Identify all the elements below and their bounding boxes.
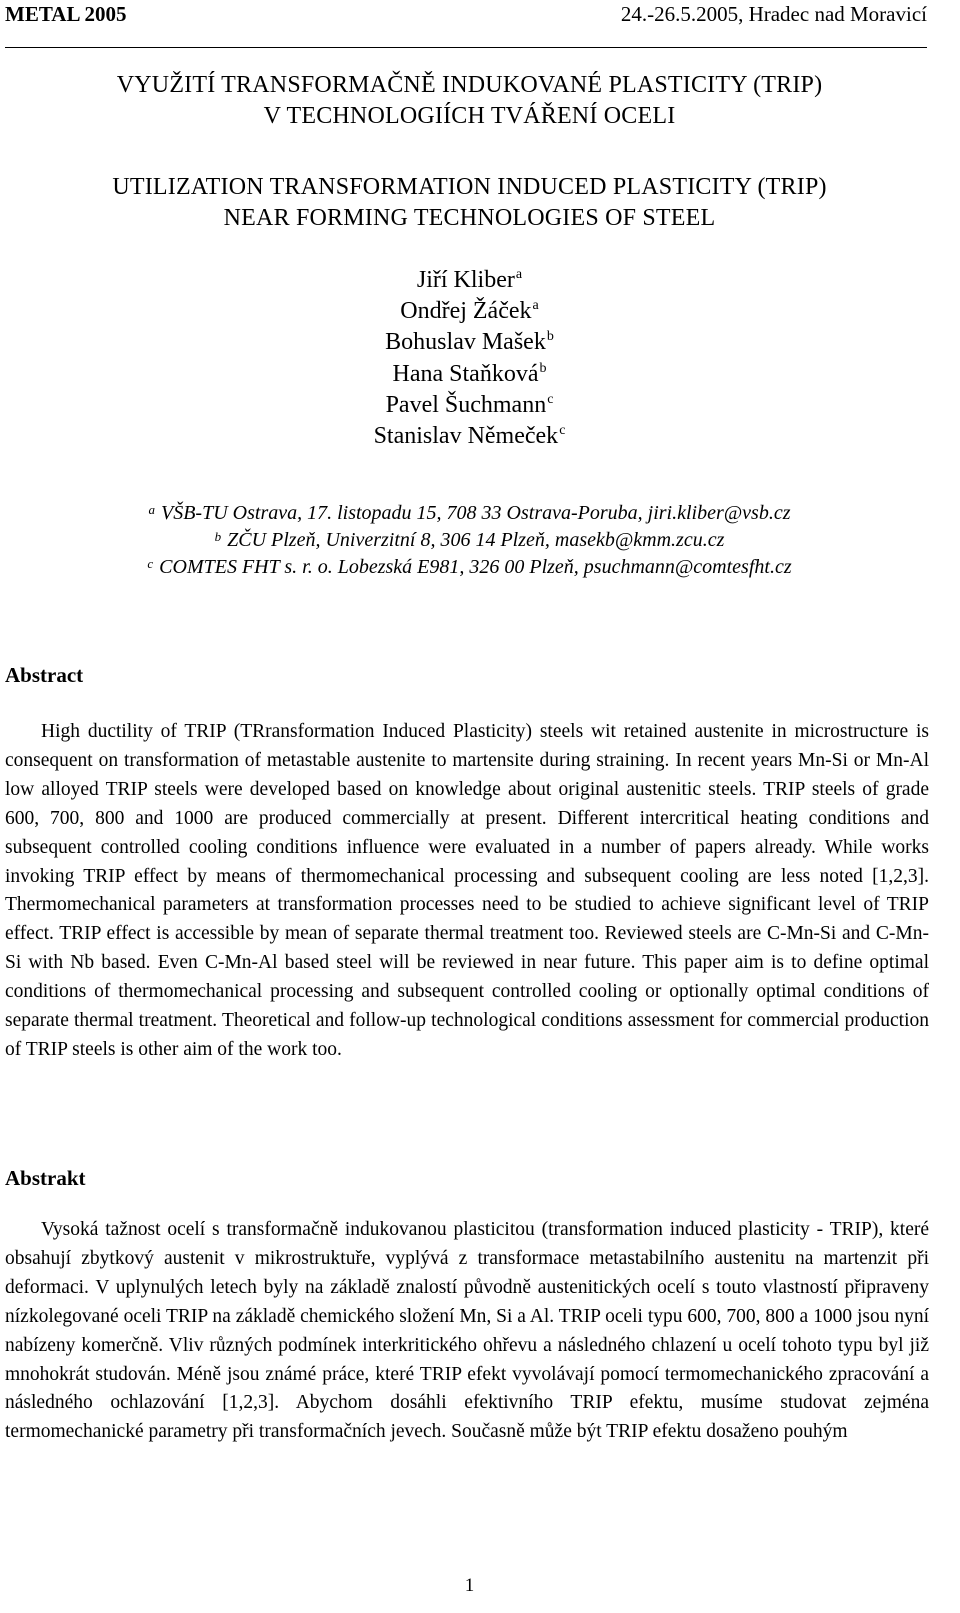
affiliation — [0, 500, 939, 527]
affiliation-mark: a — [148, 502, 155, 517]
affiliation-mark: b — [214, 529, 222, 544]
title-czech — [0, 70, 939, 132]
author — [0, 327, 939, 358]
author-affiliation-mark: c — [547, 391, 554, 407]
title-english-line: UTILIZATION TRANSFORMATION INDUCED PLASTICITY (TRIP) — [112, 174, 827, 200]
page-number: 1 — [464, 1575, 475, 1596]
affiliation — [0, 527, 939, 554]
affiliation-text: ZČU Plzeň, Univerzitní 8, 306 14 Plzeň, masekb@kmm.zcu.cz — [227, 529, 725, 551]
author-name: Bohuslav Mašek — [385, 329, 546, 356]
affiliation-text: VŠB-TU Ostrava, 17. listopadu 15, 708 33 Ostrava-Poruba, jiri.kliber@vsb.cz — [161, 502, 791, 524]
title-english — [0, 172, 939, 234]
page-header — [5, 0, 927, 30]
affiliation-text: COMTES FHT s. r. o. Lobezská E981, 326 00 Plzeň, psuchmann@comtesfht.cz — [159, 556, 792, 578]
header-rule — [5, 47, 927, 48]
abstrakt-paragraph: Vysoká tažnost ocelí s transformačně indukovanou plasticitou (transformation induced plasticity - TRIP), které obsahují zbytkový austenit v mikrostruktuře, vyplývá z transformace metastabilního austenitu na martenzit při deformaci. V uplynulých letech byly na základě znalostí původně austenitických ocelí s touto vlastností připraveny nízkolegované oceli TRIP na základě chemického složení Mn, Si a Al. TRIP oceli typu 600, 700, 800 a 1000 jsou nyní nabízeny komerčně. Vliv různých podmínek interkritického ohřevu a následného chlazení u ocelí tohoto typu byl již mnohokrát studován. Méně jsou známé práce, které TRIP efekt vyvolávají pomocí termomechanického zpracování a následného ochlazování [1,2,3]. Abychom dosáhli efektivního TRIP efektu, musíme studovat zejména termomechanické parametry při transformačních jevech. Současně může být TRIP efektu dosaženo pouhým — [5, 1219, 929, 1443]
conference-date-place: 24.-26.5.2005, Hradec nad Moravicí — [620, 2, 927, 26]
author-affiliation-mark: b — [546, 329, 554, 345]
author-affiliation-mark: a — [532, 298, 539, 314]
author-affiliation-mark: c — [559, 423, 566, 439]
author-name: Pavel Šuchmann — [385, 391, 547, 418]
author-affiliation-mark: a — [515, 267, 523, 282]
abstract-heading: Abstract — [5, 663, 84, 687]
author-name: Jiří Kliber — [416, 267, 515, 293]
title-czech-line: V TECHNOLOGIÍCH TVÁŘENÍ OCELI — [263, 103, 676, 129]
author — [0, 390, 939, 421]
author — [0, 296, 939, 327]
author-name: Hana Staňková — [392, 360, 539, 387]
abstract-paragraph: High ductility of TRIP (TRransformation Induced Plasticity) steels wit retained austenite in microstructure is consequent on transformation of metastable austenite to martensite during straining. In recent years Mn-Si or Mn-Al low alloyed TRIP steels were developed based on knowledge about original austenitic steels. TRIP steels of grade 600, 700, 800 and 1000 are produced commercially at present. Different intercritical heating conditions and subsequent controlled cooling conditions influence were evaluated in a number of papers already. While works invoking TRIP effect by means of thermomechanical processing and subsequent cooling are less noted [1,2,3]. Thermomechanical parameters at transformation processes need to be studied to achieve significant level of TRIP effect. TRIP effect is accessible by mean of separate thermal treatment too. Reviewed steels are C-Mn-Si and C-Mn-Si with Nb based. Even C-Mn-Al based steel will be reviewed in near future. This paper aim is to define optimal conditions of thermomechanical processing and subsequent controlled cooling or optionally optimal conditions of separate thermal treatment. Theoretical and follow-up technological conditions assessment for commercial production of TRIP steels is other aim of the work too. — [5, 721, 929, 1060]
author-name: Stanislav Němeček — [373, 423, 559, 450]
author-affiliation-mark: b — [539, 360, 547, 376]
affiliation — [0, 554, 939, 581]
author — [0, 265, 939, 296]
author — [0, 421, 939, 452]
affiliation-list — [0, 500, 939, 581]
author-list — [0, 265, 939, 452]
author — [0, 359, 939, 390]
abstrakt-heading: Abstrakt — [5, 1166, 86, 1190]
author-name: Ondřej Žáček — [400, 298, 532, 325]
conference-name: METAL 2005 — [5, 2, 127, 26]
title-english-line: NEAR FORMING TECHNOLOGIES OF STEEL — [223, 205, 716, 231]
affiliation-mark: c — [147, 556, 154, 571]
title-czech-line: VYUŽITÍ TRANSFORMAČNĚ INDUKOVANÉ PLASTICITY (TRIP) — [116, 72, 823, 98]
